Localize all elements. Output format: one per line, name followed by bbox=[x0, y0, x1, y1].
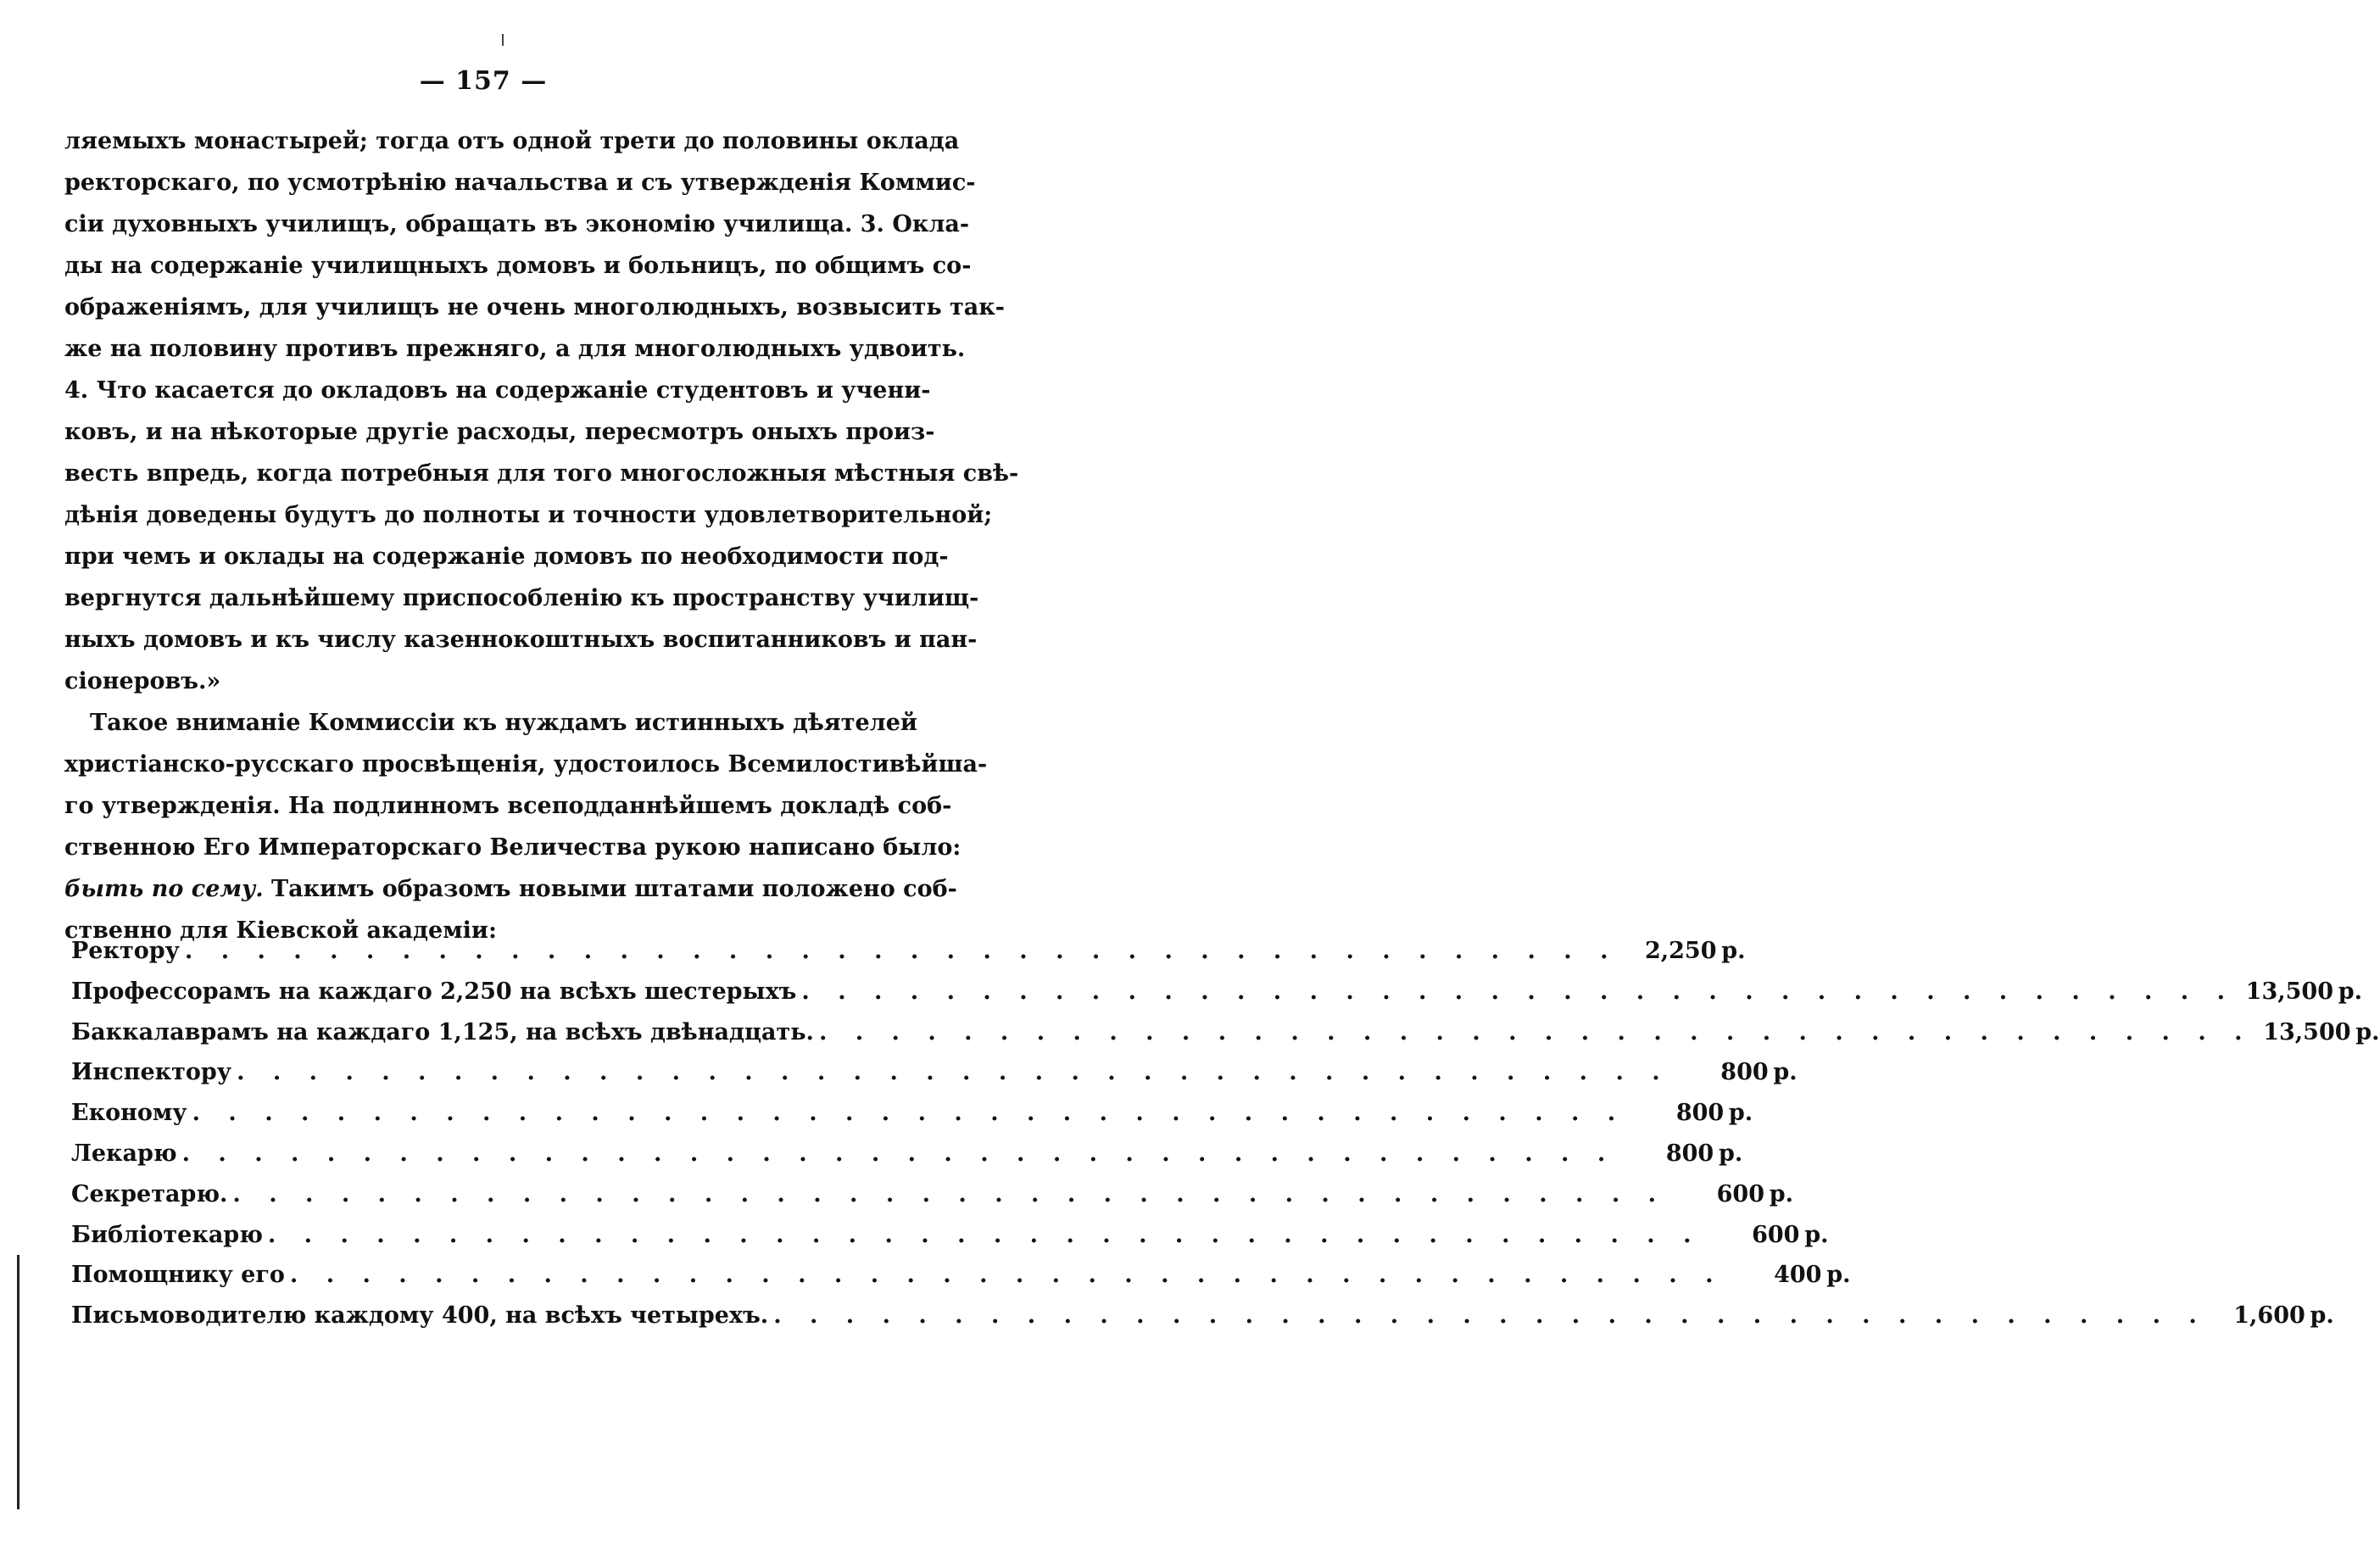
entry-amount: 2,250 bbox=[1644, 938, 1717, 964]
entry-amount: 600 bbox=[1752, 1221, 1800, 1248]
entry-amount: 800 bbox=[1665, 1140, 1714, 1167]
text-line: ственно для Кіевской академіи: bbox=[64, 917, 497, 944]
dot-leader bbox=[796, 972, 2240, 1012]
dot-leader bbox=[180, 931, 1624, 972]
entry-unit: р. bbox=[1826, 1262, 1851, 1289]
entry-amount: 13,500 bbox=[2245, 978, 2333, 1005]
entry-label: Профессорамъ на каждаго 2,250 на всѣхъ шестерыхъ bbox=[71, 978, 797, 1005]
text-line: весть впредь, когда потребныя для того многосложныя мѣстныя свѣ- bbox=[64, 460, 1019, 487]
text-line: дѣнія доведены будутъ до полноты и точности удовлетворительной; bbox=[64, 502, 993, 528]
salary-entry bbox=[71, 1093, 1753, 1134]
entry-label: Письмоводителю каждому 400, на всѣхъ четырехъ. bbox=[71, 1302, 769, 1330]
entry-label: Лекарю bbox=[71, 1140, 177, 1167]
salary-entry bbox=[71, 1012, 2380, 1053]
entry-amount: 800 bbox=[1720, 1059, 1769, 1086]
text-line: при чемъ и оклады на содержаніе домовъ по необходимости под- bbox=[64, 544, 949, 570]
text-line-rest: Такимъ образомъ новыми штатами положено соб- bbox=[271, 876, 957, 902]
entry-unit: р. bbox=[1721, 938, 1746, 964]
dot-leader bbox=[814, 1012, 2258, 1053]
body-text bbox=[64, 120, 1019, 951]
salary-entry bbox=[71, 972, 2362, 1012]
dot-leader bbox=[227, 1174, 1671, 1215]
text-line: ныхъ домовъ и къ числу казеннокоштныхъ воспитанниковъ и пан- bbox=[64, 627, 978, 653]
salary-entry bbox=[71, 1174, 1794, 1215]
text-line-with-italic bbox=[64, 868, 957, 910]
entry-unit: р. bbox=[1804, 1221, 1829, 1248]
text-line: Такое вниманіе Коммиссіи къ нуждамъ истинныхъ дѣятелей bbox=[90, 710, 917, 736]
scan-edge-mark bbox=[17, 1255, 20, 1509]
salary-entry bbox=[71, 1255, 1851, 1296]
entry-amount: 13,500 bbox=[2263, 1018, 2351, 1045]
dot-leader bbox=[768, 1296, 2212, 1336]
entry-unit: р. bbox=[1769, 1180, 1794, 1207]
dot-leader bbox=[263, 1215, 1707, 1256]
entry-unit: р. bbox=[2355, 1018, 2380, 1045]
text-line: ственною Его Императорскаго Величества рукою написано было: bbox=[64, 834, 961, 861]
text-line: христіанско-русскаго просвѣщенія, удостоилось Всемилостивѣйша- bbox=[64, 751, 988, 778]
text-line: вергнутся дальнѣйшему приспособленію къ пространству училищ- bbox=[64, 585, 979, 611]
entry-label: Помощнику его bbox=[71, 1262, 285, 1289]
text-line: сіонеровъ.» bbox=[64, 668, 221, 694]
text-line: 4. Что касается до окладовъ на содержаніе студентовъ и учени- bbox=[64, 377, 931, 404]
entry-label: Баккалаврамъ на каждаго 1,125, на всѣхъ двѣнадцать. bbox=[71, 1018, 814, 1045]
text-line: ректорскаго, по усмотрѣнію начальства и съ утвержденія Коммис- bbox=[64, 170, 976, 196]
dot-leader bbox=[231, 1052, 1675, 1093]
italic-phrase: быть по сему. bbox=[64, 876, 264, 902]
entry-amount: 600 bbox=[1716, 1180, 1765, 1207]
dot-leader bbox=[187, 1093, 1631, 1134]
salary-entry bbox=[71, 1296, 2334, 1336]
entry-label: Економу bbox=[71, 1100, 187, 1127]
entry-unit: р. bbox=[1728, 1100, 1753, 1127]
entry-label: Инспектору bbox=[71, 1059, 232, 1086]
entry-label: Секретарю. bbox=[71, 1180, 228, 1207]
entry-amount: 1,600 bbox=[2233, 1302, 2305, 1330]
text-line: ляемыхъ монастырей; тогда отъ одной трети до половины оклада bbox=[64, 128, 960, 154]
salary-entry bbox=[71, 931, 1746, 972]
dot-leader bbox=[285, 1255, 1729, 1296]
text-line: же на половину противъ прежняго, а для многолюдныхъ удвоить. bbox=[64, 336, 966, 362]
scan-mark bbox=[502, 34, 504, 46]
entry-unit: р. bbox=[1773, 1059, 1798, 1086]
entry-amount: 800 bbox=[1675, 1100, 1725, 1127]
page-number: — 157 — bbox=[419, 66, 548, 96]
entry-label: Библіотекарю bbox=[71, 1221, 263, 1248]
salary-entry bbox=[71, 1052, 1798, 1093]
entry-unit: р. bbox=[2338, 978, 2362, 1005]
entry-amount: 400 bbox=[1774, 1262, 1822, 1289]
text-line: го утвержденія. На подлинномъ всеподданнѣйшемъ докладѣ соб- bbox=[64, 793, 952, 819]
salary-entry bbox=[71, 1134, 1743, 1174]
entry-unit: р. bbox=[2310, 1302, 2334, 1330]
text-line: сіи духовныхъ училищъ, обращать въ экономію училища. 3. Окла- bbox=[64, 211, 970, 237]
entry-label: Ректору bbox=[71, 938, 180, 964]
text-line: ковъ, и на нѣкоторые другіе расходы, пересмотръ оныхъ произ- bbox=[64, 419, 935, 445]
text-line: ды на содержаніе училищныхъ домовъ и больницъ, по общимъ со- bbox=[64, 253, 972, 279]
text-line: ображеніямъ, для училищъ не очень многолюдныхъ, возвысить так- bbox=[64, 294, 1005, 321]
dot-leader bbox=[177, 1134, 1621, 1174]
salary-entry bbox=[71, 1215, 1829, 1256]
salary-list bbox=[71, 931, 2380, 1336]
entry-unit: р. bbox=[1718, 1140, 1743, 1167]
